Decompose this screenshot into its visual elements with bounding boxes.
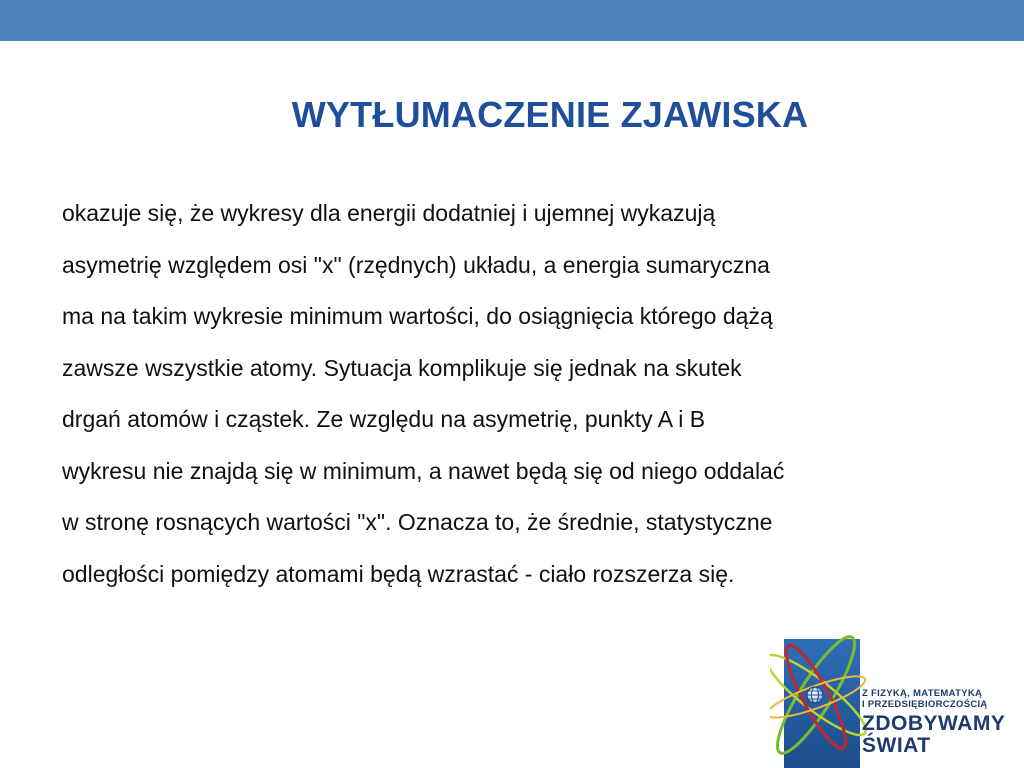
body-line: zawsze wszystkie atomy. Sytuacja komplikuje się jednak na skutek <box>62 354 742 381</box>
logo-brand-line2: ŚWIAT <box>862 734 931 757</box>
body-text <box>62 188 972 600</box>
slide-title: WYTŁUMACZENIE ZJAWISKA <box>291 94 809 135</box>
body-line: drgań atomów i cząstek. Ze względu na asymetrię, punkty A i B <box>62 406 706 432</box>
body-line: odległości pomiędzy atomami będą wzrastać - ciało rozszerza się. <box>62 560 735 587</box>
logo-text <box>862 688 1005 757</box>
body-line: asymetrię względem osi "x" (rzędnych) układu, a energia sumaryczna <box>62 251 770 278</box>
top-bar <box>0 0 1024 41</box>
logo-tagline-line2: I PRZEDSIĘBIORCZOŚCIĄ <box>862 699 988 710</box>
body-line: ma na takim wykresie minimum wartości, do osiągnięcia którego dążą <box>62 303 773 329</box>
body-line: okazuje się, że wykresy dla energii dodatniej i ujemnej wykazują <box>62 200 716 226</box>
body-line: w stronę rosnących wartości "x". Oznacza to, że średnie, statystyczne <box>62 509 773 535</box>
body-line: wykresu nie znajdą się w minimum, a nawet będą się od niego oddalać <box>62 457 785 484</box>
logo-tagline-line1: Z FIZYKĄ, MATEMATYKĄ <box>862 688 983 699</box>
logo-brand-line1: ZDOBYWAMY <box>862 712 1006 735</box>
